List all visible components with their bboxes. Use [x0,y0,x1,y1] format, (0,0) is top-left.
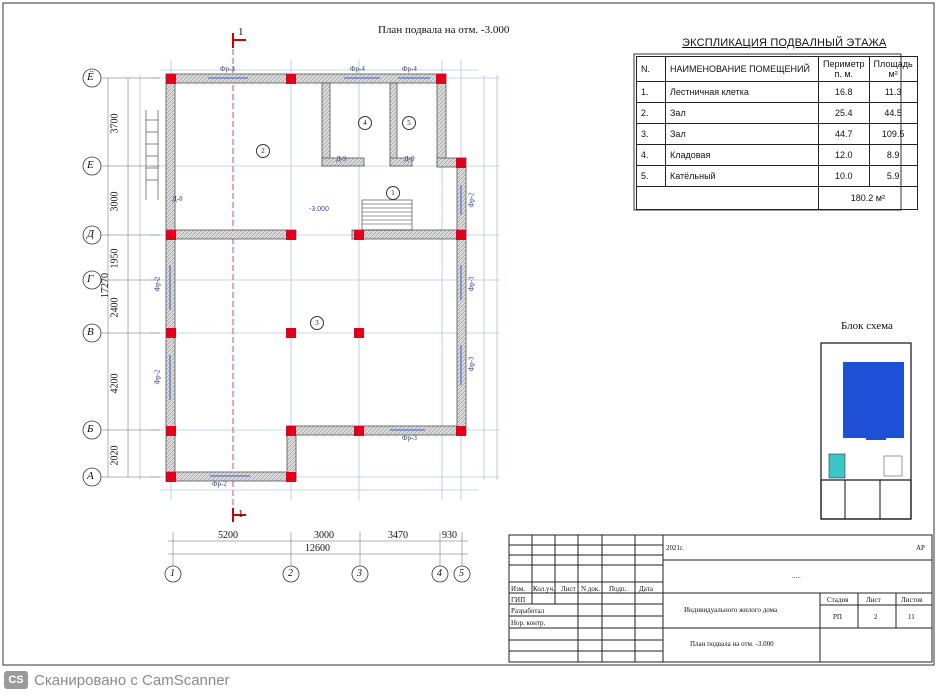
cell-perimeter: 12.0 [819,145,870,166]
axis-row-label: Д [87,228,94,240]
cell-perimeter: 25.4 [819,103,870,124]
col-dim: 5200 [218,530,238,541]
cell-perimeter: 16.8 [819,82,870,103]
window-tag: Фр-3 [402,434,417,442]
cell-area: 109.5 [869,124,917,145]
door-tag: Д-9 [336,155,347,163]
axis-col-label: 4 [437,568,442,579]
stamp-ndok: N док. [581,585,601,593]
block-scheme-title: Блок схема [841,320,893,332]
cell-name: Катёльный [666,166,819,187]
door-tag: Д-9 [404,155,415,163]
axis-row-label: Ё [87,71,94,83]
cell-area: 8.9 [869,145,917,166]
cell-area: 5.9 [869,166,917,187]
axis-row-label: В [87,326,94,338]
stamp-project: Индивидуального жилого дома [684,606,778,614]
room-mark: 4 [358,116,372,130]
stamp-listov: Листов [901,596,923,604]
plan-title: План подвала на отм. -3.000 [378,24,510,36]
cell-n: 2. [637,103,666,124]
cell-perimeter: 44.7 [819,124,870,145]
window-tag: Фр-3 [220,65,235,73]
stamp-list: Лист [561,585,576,593]
axis-row-label: Г [87,273,94,285]
cell-n: 1. [637,82,666,103]
row-dim: 4200 [109,373,121,394]
table-row [637,103,918,124]
col-total-dim: 12600 [305,543,330,554]
cell-perimeter: 10.0 [819,166,870,187]
cell-name: Зал [666,124,819,145]
col-name: НАИМЕНОВАНИЕ ПОМЕЩЕНИЙ [666,57,819,82]
stamp-sheet-title: План подвала на отм. -3.000 [690,640,774,648]
window-tag: Фр-2 [153,369,162,385]
cell-area: 44.5 [869,103,917,124]
axis-col-label: 3 [357,568,362,579]
room-mark: 2 [256,144,270,158]
camscanner-text: Сканировано с CamScanner [34,671,230,689]
stamp-stadiya: Стадия [827,596,849,604]
stamp-gip: ГИП [511,596,526,604]
cell-n: 5. [637,166,666,187]
stamp-year: 2021г. [666,544,684,552]
cell-n: 4. [637,145,666,166]
explication-table [636,56,918,210]
door-tag: Д-8 [172,195,183,203]
axis-row-label: Б [87,423,94,435]
walls [166,74,466,481]
cell-name: Лестничная клетка [666,82,819,103]
window-tag: Фр-3 [467,356,476,372]
level-mark: -3.000 [309,206,329,213]
stamp-razrabotal: Разработал [511,607,545,615]
room-mark: 3 [310,316,324,330]
row-dim: 2020 [109,445,121,466]
col-axis-bubbles [165,566,470,582]
window-tag: Фр-4 [402,65,417,73]
windows [170,78,461,476]
table-row [637,82,918,103]
row-dim: 2400 [109,297,121,318]
room-mark: 5 [402,116,416,130]
col-dim: 930 [442,530,457,541]
stamp-kol-uch: Кол.уч. [533,585,555,593]
columns [166,74,466,482]
stamp-podp: Подп. [609,585,627,593]
row-dim: 3700 [109,113,121,134]
stamp-dots: ..... [792,572,801,580]
axis-row-label: Е [87,159,94,171]
window-tag: Фр-4 [350,65,365,73]
explication-header-row [637,57,918,82]
stamp-stage-val: РП [833,613,842,621]
room-mark: 1 [386,186,400,200]
section-mark-top-label: 1 [238,26,244,38]
cell-empty [637,187,819,210]
staircase [146,110,412,230]
window-tag: Фр-2 [153,276,162,292]
axis-col-label: 2 [288,568,293,579]
block-scheme [821,343,911,519]
stamp-data: Дата [639,585,653,593]
stamp-sheet-val: 2 [874,613,878,621]
camscanner-logo: CS [4,671,28,689]
cell-n: 3. [637,124,666,145]
cell-total: 180.2 м² [819,187,918,210]
stamp-izm: Изм. [511,585,525,593]
window-tag: Фр-3 [467,276,476,292]
axis-col-label: 1 [170,568,175,579]
stamp-sheets-val: 11 [908,613,915,621]
table-row [637,124,918,145]
row-dim: 3000 [109,191,121,212]
window-tag: Фр-2 [212,480,227,488]
col-dim: 3000 [314,530,334,541]
axis-col-label: 5 [459,568,464,579]
cell-name: Зал [666,103,819,124]
table-row [637,166,918,187]
section-mark-bottom-label: 1 [238,508,244,520]
axis-row-label: А [87,470,94,482]
col-perimeter: Периметр п. м. [819,57,870,82]
table-row [637,145,918,166]
cell-name: Кладовая [666,145,819,166]
camscanner-watermark [4,671,230,689]
row-dim: 1950 [109,248,121,269]
row-total-dim: 17270 [100,273,111,298]
col-dim: 3470 [388,530,408,541]
stamp-section: АР [916,544,925,552]
stamp-list2: Лист [866,596,881,604]
col-n: N. [637,57,666,82]
cell-area: 11.3 [869,82,917,103]
stamp-norm-kontr: Нор. контр. [511,619,546,627]
table-total-row [637,187,918,210]
explication-title: ЭКСПЛИКАЦИЯ ПОДВАЛНЫЙ ЭТАЖА [682,37,887,49]
window-tag: Фр-2 [467,192,476,208]
col-area: Площадь м² [869,57,917,82]
